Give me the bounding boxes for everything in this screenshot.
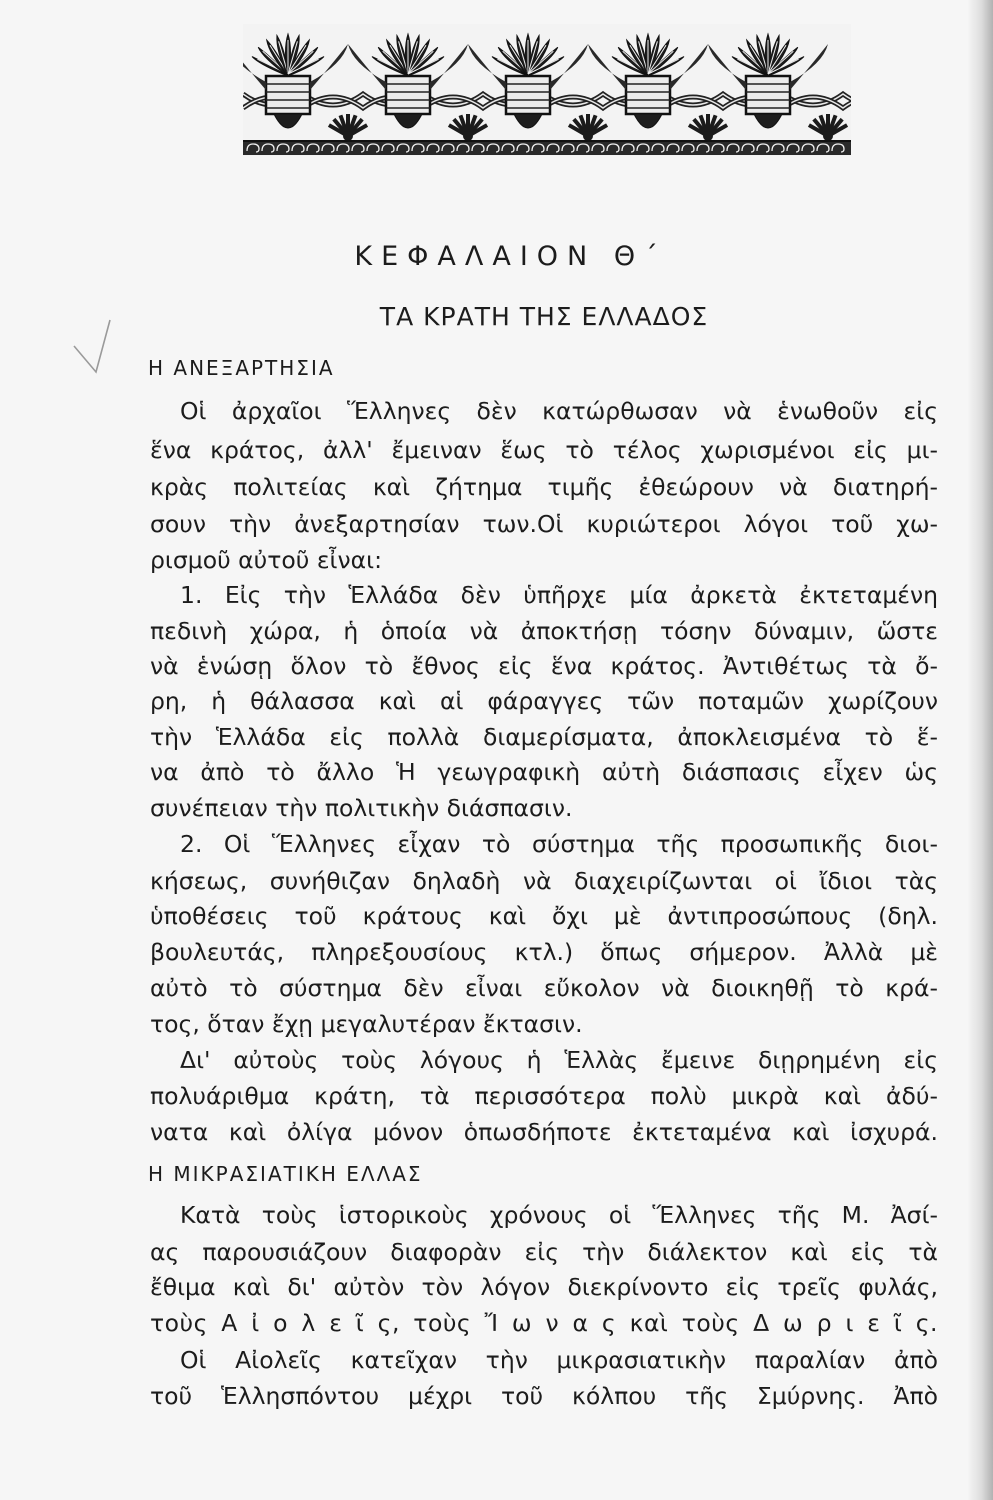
- text-line: 2. Οἱ Ἕλληνες εἶχαν τὸ σύστημα τῆς προσωπικῆς διοι-: [180, 830, 938, 858]
- palmette-ornament-border: [243, 24, 851, 156]
- text-line: συνέπειαν τὴν πολιτικὴν διάσπασιν.: [150, 794, 573, 822]
- text-line: ας παρουσιάζουν διαφορὰν εἰς τὴν διάλεκτον καὶ εἰς τὰ: [150, 1238, 938, 1266]
- section-heading-independence: Η ΑΝΕΞΑΡΤΗΣΙΑ: [148, 356, 335, 380]
- chapter-subtitle: ΤΑ ΚΡΑΤΗ ΤΗΣ ΕΛΛΑΔΟΣ: [379, 302, 709, 331]
- text-line: τοὺς Α ἰ ο λ ε ῖ ς, τοὺς Ἴ ω ν α ς καὶ τοὺς Δ ω ρ ι ε ῖ ς.: [150, 1309, 938, 1337]
- text-line: σουν τὴν ἀνεξαρτησίαν των.Οἱ κυριώτεροι λόγοι τοῦ χω-: [150, 510, 938, 538]
- text-line: ὑποθέσεις τοῦ κράτους καὶ ὄχι μὲ ἀντιπροσώπους (δηλ.: [150, 902, 938, 930]
- text-line: αὐτὸ τὸ σύστημα δὲν εἶναι εὔκολον νὰ διοικηθῇ τὸ κρά-: [150, 974, 938, 1002]
- text-line: ἕνα κράτος, ἀλλ' ἔμειναν ἕως τὸ τέλος χωρισμένοι εἰς μι-: [150, 436, 938, 464]
- text-line: Κατὰ τοὺς ἱστορικοὺς χρόνους οἱ Ἕλληνες τῆς Μ. Ἀσί-: [180, 1201, 938, 1229]
- text-line: Δι' αὐτοὺς τοὺς λόγους ἡ Ἑλλὰς ἔμεινε διῃρημένη εἰς: [180, 1046, 938, 1074]
- text-line: νὰ ἑνώσῃ ὅλον τὸ ἔθνος εἰς ἕνα κράτος. Ἀντιθέτως τὰ ὄ-: [150, 652, 938, 680]
- text-line: νατα καὶ ὀλίγα μόνον ὁπωσδήποτε ἐκτεταμένα καὶ ἰσχυρά.: [150, 1118, 938, 1146]
- text-line: να ἀπὸ τὸ ἄλλο Ἡ γεωγραφικὴ αὐτὴ διάσπασις εἶχεν ὡς: [150, 758, 938, 786]
- page-edge-shadow: [967, 0, 993, 1500]
- text-line: κρὰς πολιτείας καὶ ζήτημα τιμῆς ἐθεώρουν νὰ διατηρή-: [150, 473, 938, 501]
- text-line: κήσεως, συνήθιζαν δηλαδὴ νὰ διαχειρίζωνται οἱ ἴδιοι τὰς: [150, 867, 938, 895]
- text-line: ἔθιμα καὶ δι' αὐτὸν τὸν λόγον διεκρίνοντο εἰς τρεῖς φυλάς,: [150, 1273, 938, 1301]
- text-line: τος, ὅταν ἔχῃ μεγαλυτέραν ἔκτασιν.: [150, 1010, 583, 1038]
- text-line: 1. Εἰς τὴν Ἑλλάδα δὲν ὑπῆρχε μία ἀρκετὰ ἐκτεταμένη: [180, 581, 938, 609]
- text-line: τοῦ Ἑλλησπόντου μέχρι τοῦ κόλπου τῆς Σμύρνης. Ἀπὸ: [150, 1382, 938, 1410]
- chapter-title: ΚΕΦΑΛΑΙΟΝ Θ΄: [354, 241, 667, 272]
- section-heading-asia-minor-greece: Η ΜΙΚΡΑΣΙΑΤΙΚΗ ΕΛΛΑΣ: [148, 1162, 423, 1186]
- text-line: Οἱ ἀρχαῖοι Ἕλληνες δὲν κατώρθωσαν νὰ ἑνωθοῦν εἰς: [180, 397, 938, 425]
- text-line: πεδινὴ χώρα, ἡ ὁποία νὰ ἀποκτήσῃ τόσην δύναμιν, ὥστε: [150, 617, 938, 645]
- text-line: τὴν Ἑλλάδα εἰς πολλὰ διαμερίσματα, ἀποκλεισμένα τὸ ἕ-: [150, 723, 938, 751]
- text-line: Οἱ Αἰολεῖς κατεῖχαν τὴν μικρασιατικὴν παραλίαν ἀπὸ: [180, 1346, 938, 1374]
- text-line: ρισμοῦ αὐτοῦ εἶναι:: [150, 546, 382, 574]
- text-line: πολυάριθμα κράτη, τὰ περισσότερα πολὺ μικρὰ καὶ ἀδύ-: [150, 1082, 938, 1110]
- text-line: ρη, ἡ θάλασσα καὶ αἱ φάραγγες τῶν ποταμῶν χωρίζουν: [150, 687, 938, 715]
- text-line: βουλευτάς, πληρεξουσίους κτλ.) ὅπως σήμερον. Ἀλλὰ μὲ: [150, 938, 938, 966]
